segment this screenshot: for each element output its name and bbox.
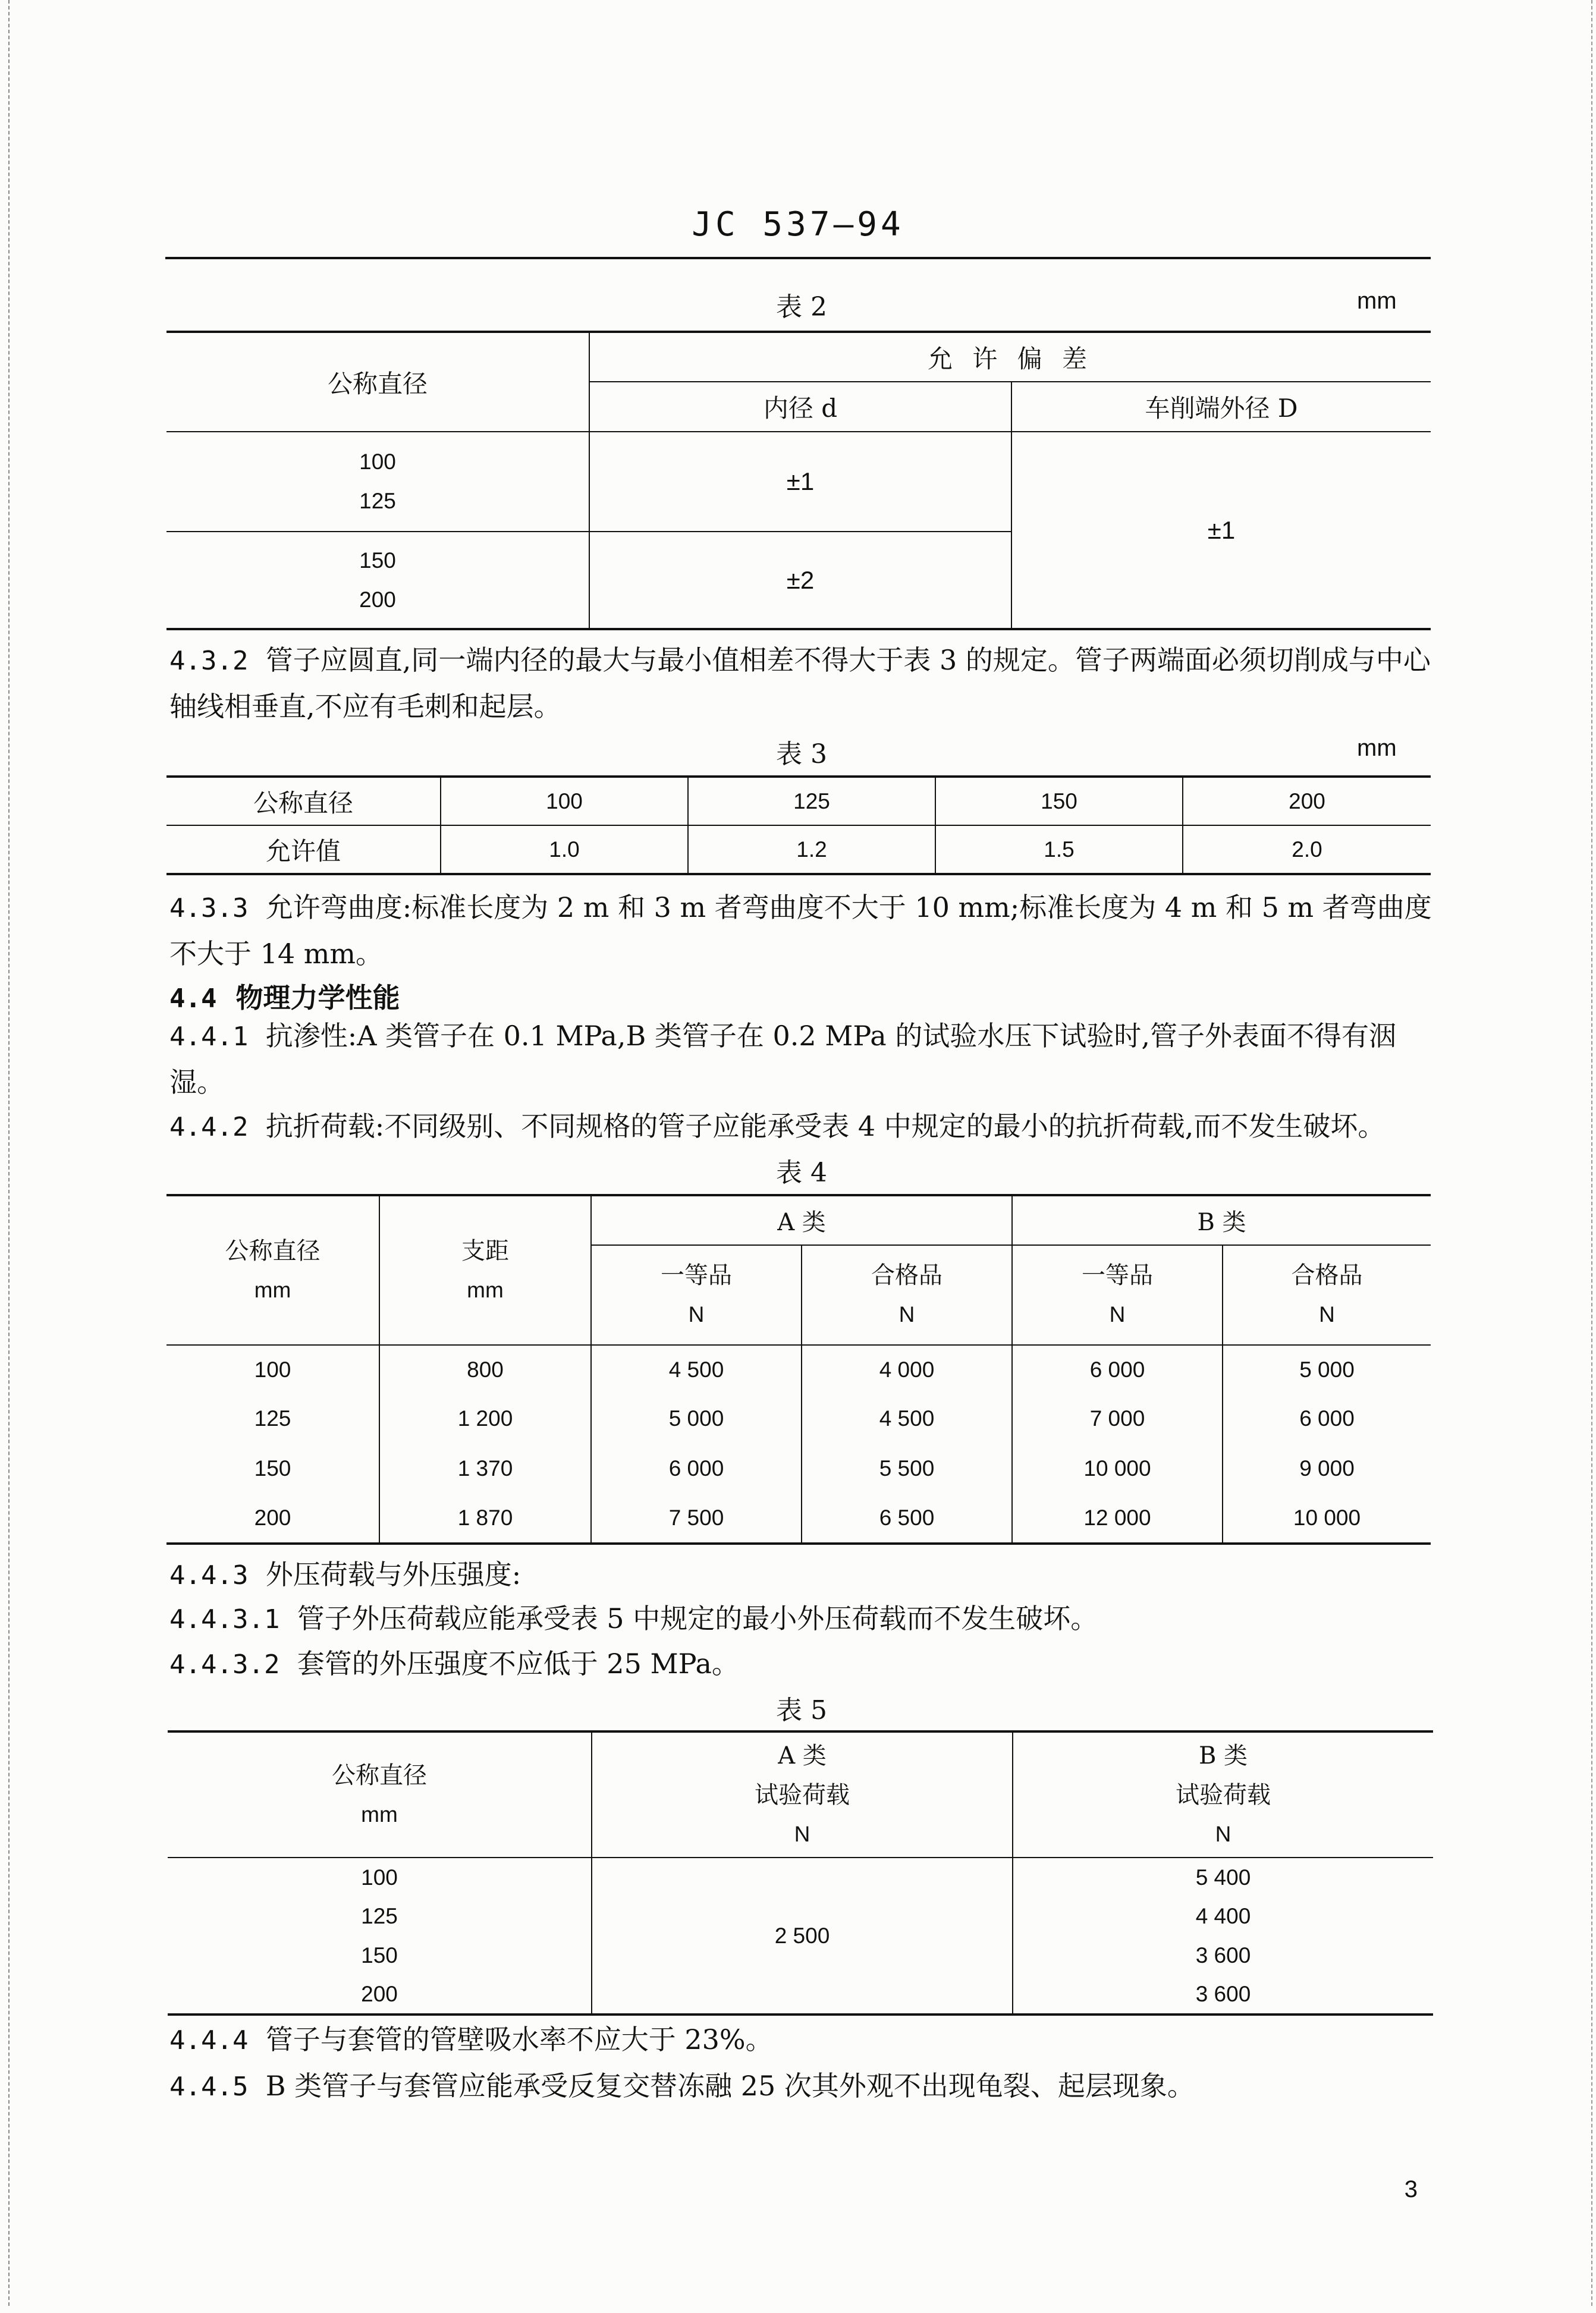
t4-cell: 10 000: [1293, 1506, 1361, 1530]
t4-cell: 1 870: [379, 1494, 591, 1544]
t4-col-nominal: [166, 1195, 379, 1345]
table2-caption: 表 2: [776, 292, 827, 322]
clause-number: 4.4.1: [169, 1022, 249, 1052]
t4-group-a: A 类: [591, 1195, 1012, 1245]
t5-class-label: A 类: [778, 1742, 827, 1770]
t4-cell: 5 000: [591, 1394, 802, 1444]
table4: [166, 1194, 1431, 1545]
t4-unit: N: [1319, 1302, 1335, 1327]
t3-cell: 1.5: [935, 825, 1183, 874]
t4-group-b: B 类: [1012, 1195, 1431, 1245]
table-row: [166, 777, 1431, 825]
t5-col-nominal-unit: mm: [361, 1802, 398, 1827]
table4-caption: 表 4: [776, 1158, 827, 1188]
t2-d: 100: [359, 450, 396, 474]
t4-cell: 6 000: [1012, 1345, 1223, 1394]
t4-cell: 10 000: [1012, 1444, 1223, 1494]
clause-text: B 类管子与套管应能承受反复交替冻融 25 次其外观不出现龟裂、起层现象。: [265, 2070, 1195, 2102]
table-row: [168, 1858, 1433, 1897]
para-4-3-3: [169, 885, 1436, 976]
t4-col-a-first: [591, 1245, 802, 1345]
t4-cell: 4 500: [802, 1394, 1012, 1444]
page-number: 3: [1404, 2176, 1418, 2202]
t2-col-nominal: 公称直径: [166, 332, 589, 432]
clause-number: 4.4.5: [169, 2072, 249, 2102]
clause-text: 套管的外压强度不应低于 25 MPa。: [297, 1648, 739, 1680]
t5-unit: N: [1215, 1821, 1231, 1846]
t2-col-inner: 内径 d: [589, 382, 1011, 432]
table5-caption: 表 5: [776, 1695, 827, 1726]
t4-cell: 7 500: [591, 1494, 802, 1544]
t2-d: 200: [359, 587, 396, 612]
table2: [166, 331, 1431, 630]
t5-b-value: 4 400: [1195, 1904, 1251, 1928]
clause-text: 外压荷载与外压强度:: [265, 1558, 521, 1591]
t5-col-nominal: [168, 1731, 592, 1858]
t2-d: 150: [359, 548, 396, 573]
document-header: JC 537—94: [692, 205, 904, 244]
t3-cell: 1.0: [441, 825, 688, 874]
table-row: [166, 1494, 1431, 1544]
clause-number: 4.3.3: [169, 893, 249, 923]
t5-unit: N: [794, 1821, 810, 1846]
table3-unit: mm: [1357, 735, 1397, 761]
t5-diameter: 200: [168, 1975, 592, 2015]
t4-col-b-qualified: [1223, 1245, 1431, 1345]
clause-text: 抗渗性:A 类管子在 0.1 MPa,B 类管子在 0.2 MPa 的试验水压下试验时,管子外表面不得有洇湿。: [169, 1020, 1396, 1098]
table-row: [166, 825, 1431, 874]
t4-cell: 9 000: [1299, 1456, 1355, 1481]
t5-col-b: [1013, 1731, 1433, 1858]
t5-diameter: 125: [168, 1897, 592, 1936]
t4-unit: N: [898, 1302, 915, 1327]
t4-cell: 125: [166, 1394, 379, 1444]
clause-text: 管子外压荷载应能承受表 5 中规定的最小外压荷载而不发生破坏。: [297, 1602, 1098, 1635]
t5-class-label: B 类: [1198, 1742, 1248, 1770]
table-row: [166, 432, 1431, 532]
t3-row-label: 公称直径: [166, 777, 441, 825]
para-4-4-3-1: [169, 1596, 1436, 1642]
t4-cell: 1 200: [379, 1394, 591, 1444]
t4-unit: N: [1109, 1302, 1126, 1327]
t4-col-span-label: 支距: [461, 1237, 509, 1265]
t5-test-load-label: 试验荷载: [1176, 1781, 1271, 1809]
t3-cell: 1.2: [688, 825, 935, 874]
t3-cell: 125: [688, 777, 935, 825]
t4-col-span-unit: mm: [467, 1277, 504, 1302]
header-rule: [165, 257, 1431, 259]
t2-col-outer: 车削端外径 D: [1011, 382, 1431, 432]
t4-cell: 7 000: [1012, 1394, 1223, 1444]
t2-col-tolerance: 允 许 偏 差: [589, 332, 1431, 382]
t4-col-nominal-label: 公称直径: [225, 1237, 321, 1265]
t2-inner-value: ±2: [589, 532, 1011, 629]
t4-col-nominal-unit: mm: [254, 1277, 291, 1302]
t4-cell: 5 000: [1299, 1357, 1355, 1382]
para-4-4-4: [169, 2017, 1436, 2063]
t2-d: 125: [359, 489, 396, 513]
t2-outer-value: ±1: [1207, 516, 1236, 544]
t4-grade-label: 合格品: [1291, 1262, 1363, 1289]
t4-cell: 5 500: [802, 1444, 1012, 1494]
t4-cell: 1 370: [379, 1444, 591, 1494]
t4-cell: 12 000: [1012, 1494, 1223, 1544]
t5-col-a: [592, 1731, 1013, 1858]
t4-unit: N: [688, 1302, 705, 1327]
t3-row-label: 允许值: [166, 825, 441, 874]
clause-number: 4.4.2: [169, 1112, 249, 1142]
clause-number: 4.4.3: [169, 1560, 249, 1591]
table-row: [166, 1444, 1431, 1494]
t5-b-value: 5 400: [1195, 1865, 1251, 1890]
t3-cell: 100: [441, 777, 688, 825]
t5-b-value: 3 600: [1195, 1943, 1251, 1968]
t4-cell: 100: [166, 1345, 379, 1394]
t5-b-value: 3 600: [1195, 1982, 1251, 2006]
para-4-4-3-2: [169, 1641, 1436, 1687]
t5-test-load-label: 试验荷载: [755, 1781, 850, 1809]
clause-number: 4.4.3.2: [169, 1649, 280, 1680]
table3: [166, 775, 1431, 875]
t4-col-span: [379, 1195, 591, 1345]
t2-diameters-a: [166, 432, 589, 532]
section-number: 4.4: [169, 983, 217, 1014]
clause-number: 4.4.3.1: [169, 1604, 280, 1635]
t4-col-a-qualified: [802, 1245, 1012, 1345]
para-4-4-5: [169, 2063, 1436, 2110]
clause-text: 管子与套管的管壁吸水率不应大于 23%。: [265, 2023, 773, 2056]
t4-cell: 4 000: [802, 1345, 1012, 1394]
clause-number: 4.3.2: [169, 646, 249, 676]
t4-cell: 800: [379, 1345, 591, 1394]
t4-cell: 6 500: [802, 1494, 1012, 1544]
t3-cell: 2.0: [1292, 837, 1322, 862]
t5-col-nominal-label: 公称直径: [332, 1761, 427, 1789]
para-4-3-2: [169, 637, 1436, 729]
para-4-4-3: [169, 1552, 1436, 1598]
para-4-4-1: [169, 1013, 1436, 1105]
table2-unit: mm: [1357, 288, 1397, 314]
t4-col-b-first: [1012, 1245, 1223, 1345]
t5-diameter: 100: [168, 1858, 592, 1897]
t4-cell: 6 000: [1299, 1406, 1355, 1431]
t4-cell: 200: [166, 1494, 379, 1544]
clause-text: 允许弯曲度:标准长度为 2 m 和 3 m 者弯曲度不大于 10 mm;标准长度为 4 m 和 5 m 者弯曲度不大于 14 mm。: [169, 891, 1432, 970]
section-title: 物理力学性能: [235, 982, 400, 1014]
para-4-4-2: [169, 1104, 1436, 1150]
t4-cell: 4 500: [591, 1345, 802, 1394]
table-row: [166, 1345, 1431, 1394]
t5-diameter: 150: [168, 1936, 592, 1975]
table5: [168, 1730, 1433, 2016]
clause-text: 管子应圆直,同一端内径的最大与最小值相差不得大于表 3 的规定。管子两端面必须切削成与中心轴线相垂直,不应有毛刺和起层。: [169, 644, 1431, 722]
t3-cell: 150: [935, 777, 1183, 825]
t4-grade-label: 一等品: [1082, 1262, 1153, 1289]
clause-text: 抗折荷载:不同级别、不同规格的管子应能承受表 4 中规定的最小的抗折荷载,而不发生破坏。: [265, 1110, 1385, 1142]
t4-grade-label: 合格品: [871, 1262, 942, 1289]
t4-cell: 150: [166, 1444, 379, 1494]
t3-cell: 200: [1183, 777, 1431, 825]
t4-cell: 6 000: [591, 1444, 802, 1494]
t2-inner-value: ±1: [589, 432, 1011, 532]
table-row: [166, 1394, 1431, 1444]
t2-diameters-b: [166, 532, 589, 629]
clause-number: 4.4.4: [169, 2025, 249, 2056]
table3-caption: 表 3: [776, 739, 827, 769]
t4-grade-label: 一等品: [661, 1262, 732, 1289]
t5-a-value: 2 500: [592, 1858, 1013, 2015]
